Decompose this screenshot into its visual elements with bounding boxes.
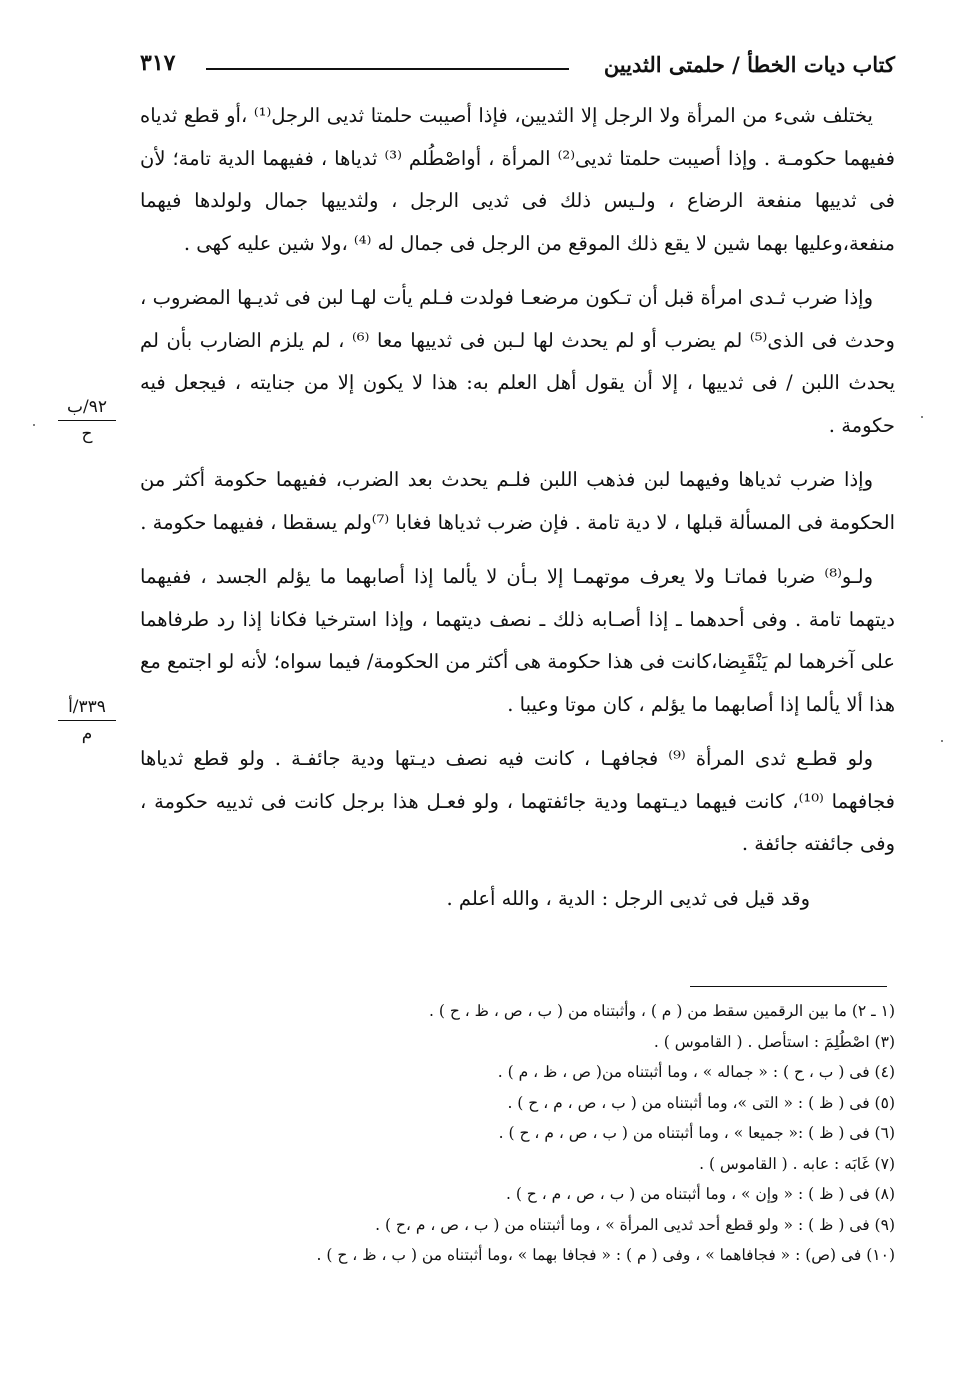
footnote: (٥) فى ( ظ ) : « التى »، وما أثبتناه من ( ب ، ص ، م ، ح ) .: [507, 1093, 895, 1112]
paragraph-6: وقد قيل فى ثديى الرجل : الدية ، والله أعلم .: [446, 886, 810, 910]
scan-speck: [33, 424, 35, 426]
footnote: (٣) اصْطُلِمَ : استأصل . ( القاموس ) .: [653, 1032, 895, 1051]
margin-note-folio: ٩٢/ب: [58, 396, 116, 421]
header-rule: [206, 68, 569, 70]
paragraph-2: وإذا ضرب ثـدى امرأة قبل أن تـكون مرضعـا فولدت فـلم يأت لهـا لبن فى ثديـها المضروب ، وحدث فى الذى⁽⁵⁾ لم يضرب أو لم يحدث لها لـبن فى ثدييها معا ⁽⁶⁾ ، لم يلزم الضارب بأن لم يحدث اللبن / فى ثدييها ، إلا أن يقول أهل العلم به: هذا لا يكون إلا من جنايته ، فيجعل فيه حكومة .: [140, 286, 895, 437]
footnote-separator: [690, 986, 887, 987]
paragraph-1: يختلف شىء من المرأة ولا الرجل إلا الثديين، فإذا أصيبت حلمتا ثديى الرجل⁽¹⁾ ،أو قطع ثدياه ففيهما حكومـة . وإذا أصيبت حلمتا ثديى⁽²⁾ المرأة ، أواصْطُلم ⁽³⁾ ثدياها ، ففيهما الدية تامة؛ لأن فى ثدييها منفعة الرضاع ، ولـيس ذلك فى ثديى الرجل ، ولثدييها جمال ولولدها فيهما منفعة،وعليها بهما شين لا يقع ذلك الموقع من الرجل فى جمال له ⁽⁴⁾ ،ولا شين عليه كهى .: [140, 104, 895, 255]
footnote: (٨) فى ( ظ ) : « وإن » ، وما أثبتناه من ( ب ، ص ، م ، ح ) .: [505, 1185, 895, 1203]
main-text: [140, 95, 895, 932]
scan-speck: [941, 740, 943, 742]
footnote: (٩) فى ( ظ ) : « ولو قطع أحد ثديى المرأة » ، وما أثبتناه من ( ب ، ص ، م ،ح ) .: [375, 1215, 895, 1234]
paragraph-3: وإذا ضرب ثدياها وفيهما لبن فذهب اللبن فلـم يحدث بعد الضرب، ففيهما حكومة أكثر من الحكومة فى المسألة قبلها ، لا دية تامة . فإن ضرب ثدياها فغابا ⁽⁷⁾ولم يسقطا ، ففيهما حكومة .: [140, 468, 895, 534]
paragraph-5: ولو قطـع ثدى المرأة ⁽⁹⁾ فجافهـا ، كانت فيه نصف ديـتها ودية جائفـة . ولو قطع ثدياها فجافهما ⁽¹⁰⁾، كانت فيهما ديـتهما ودية جائفتهما ، ولو فعـل هذا برجل كانت فى ثدييه حكومة ، وفى جائفته جائفة .: [140, 747, 895, 855]
footnote: (١ ـ ٢) ما بين الرقمين سقط من ( م ) ، وأثبتناه من ( ب ، ص ، ظ ، ح ) .: [428, 1002, 895, 1020]
footnotes: [200, 996, 895, 1271]
margin-note-folio: ٣٣٩/أ: [58, 696, 116, 721]
page-number: ٣١٧: [140, 50, 176, 76]
running-header: [140, 46, 895, 86]
margin-note-siglum: ح: [81, 424, 93, 444]
paragraph-4: ولـو⁽⁸⁾ ضربا فماتـا ولا يعرف موتهمـا إلا بـأن لا يألما إذا أصابهما ما يؤلم الجسد ، ففيهما ديتهما تامة . وفى أحدهما ـ إذا أصـابه ذلك ـ نصف ديتهما ، وإذا استرخيا فكانا إذا رد طرفاهما على آخرهما لم يَنْقَبِضا،كانت فى هذا حكومة هى أكثر من الحكومة/ فيما سواه؛ لأنه لو اجتمع مع هذا ألا يألما إذا أصابهما ما يؤلم ، كان موتا وعيبا .: [140, 565, 895, 716]
scan-speck: [921, 416, 923, 418]
margin-note-manuscript-mim: [58, 696, 116, 745]
footnote: (٧) غَابَه : عابه . ( القاموس ) .: [699, 1154, 895, 1173]
footnote: (٦) فى ( ظ ) :« جميعا » ، وما أثبتناه من ( ب ، ص ، م ، ح ) .: [498, 1124, 895, 1142]
margin-note-manuscript-ha: [58, 396, 116, 445]
footnote: (٤) فى ( ب ، ح ) : « جماله » ، وما أثبتناه من( ص ، ظ ، م ) .: [497, 1063, 895, 1081]
margin-note-siglum: م: [81, 724, 93, 744]
running-title: كتاب ديات الخطأ / حلمتى الثديين: [603, 52, 895, 77]
footnote: (١٠) فى (ص) : « فجافاهما » ، وفى ( م ) : « فجافا بهما » ،وما أثبتناه من ( ب ، ظ ، ح ) .: [316, 1246, 895, 1264]
